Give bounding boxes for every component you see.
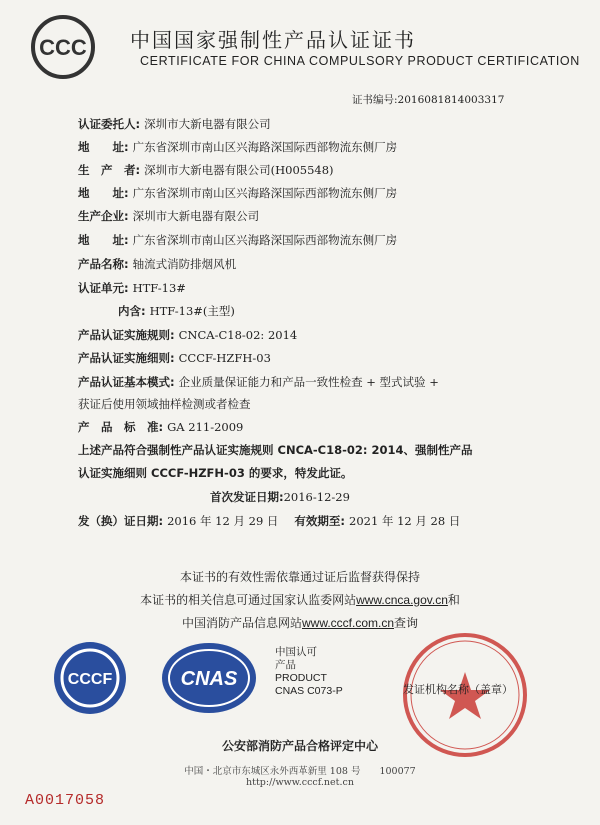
valid-value: 2021 年 12 月 28 日 <box>349 514 461 528</box>
title-cn: 中国国家强制性产品认证证书 <box>130 28 416 52</box>
issue-valid-dates <box>78 513 460 529</box>
note-text: 查询 <box>394 616 419 630</box>
field-row <box>78 374 439 390</box>
field-label: 认证单元: <box>78 281 129 295</box>
cnas-line: PRODUCT <box>275 672 327 684</box>
cert-no-label: 证书编号: <box>352 94 398 106</box>
field-value: HTF-13# <box>132 281 186 295</box>
issuer-address <box>0 763 600 788</box>
field-row <box>78 327 297 343</box>
first-issue-date <box>210 489 350 505</box>
cert-no-value: 2016081814003317 <box>397 94 505 106</box>
issuer-sign-label: 发证机构名称（盖章） <box>403 683 513 696</box>
validity-note-line-1: 本证书的有效性需依靠通过证后监督获得保持 <box>179 570 420 584</box>
field-label: 产 品 标 准: <box>78 420 164 434</box>
field-value: 轴流式消防排烟风机 <box>132 257 237 271</box>
field-row <box>78 208 259 224</box>
serial-number: A0017058 <box>25 792 106 809</box>
cnca-link[interactable]: www.cnca.gov.cn <box>356 593 448 607</box>
field-label: 产品名称: <box>78 257 129 271</box>
first-issue-label: 首次发证日期: <box>210 490 284 504</box>
field-value: CNCA-C18-02: 2014 <box>178 328 298 342</box>
field-row <box>78 116 271 132</box>
field-row <box>78 396 251 412</box>
field-row <box>78 280 186 296</box>
certificate-number <box>352 92 504 107</box>
field-label: 产品认证实施规则: <box>78 328 175 342</box>
valid-label: 有效期至: <box>294 514 346 528</box>
field-value: HTF-13#(主型) <box>149 304 235 318</box>
field-label: 生产企业: <box>78 209 129 223</box>
field-row <box>78 185 397 201</box>
validity-note-line-3 <box>0 614 600 631</box>
first-issue-value: 2016-12-29 <box>283 490 350 504</box>
issuer-website: http://www.cccf.net.cn <box>246 777 354 788</box>
field-value: CCCF-HZFH-03 <box>178 351 271 365</box>
field-value: 深圳市大新电器有限公司 <box>132 209 260 223</box>
note-text: 中国消防产品信息网站 <box>181 616 302 630</box>
field-row <box>78 162 334 178</box>
validity-note-line-2 <box>0 591 600 608</box>
note-text: 本证书的相关信息可通过国家认监委网站 <box>140 593 357 607</box>
field-label: 产品认证实施细则: <box>78 351 175 365</box>
cnas-line: CNAS C073-P <box>275 685 343 697</box>
cccf-link[interactable]: www.cccf.com.cn <box>301 616 394 630</box>
issuing-center-name: 公安部消防产品合格评定中心 <box>221 739 378 753</box>
cnas-line: 产品 <box>275 659 296 671</box>
issue-value: 2016 年 12 月 29 日 <box>167 514 279 528</box>
issue-label: 发（换）证日期: <box>78 514 164 528</box>
ccc-logo-text: CCC <box>39 35 87 60</box>
field-value: 广东省深圳市南山区兴海路深国际西部物流东侧厂房 <box>132 140 398 154</box>
cnas-logo <box>160 640 258 716</box>
ccc-logo <box>30 14 96 80</box>
statement-line-1: 上述产品符合强制性产品认证实施规则 CNCA-C18-02: 2014、强制性产品 <box>78 443 473 457</box>
title-en: CERTIFICATE FOR CHINA COMPULSORY PRODUCT CERTIFICATION <box>140 54 580 68</box>
field-label: 地 址: <box>78 140 129 154</box>
field-value: GA 211-2009 <box>167 420 244 434</box>
field-label: 生 产 者: <box>78 163 141 177</box>
cccf-logo-text: CCCF <box>67 671 113 688</box>
field-label: 内含: <box>118 304 146 318</box>
field-row <box>118 303 235 319</box>
field-value: 广东省深圳市南山区兴海路深国际西部物流东侧厂房 <box>132 186 398 200</box>
cccf-logo <box>52 640 128 716</box>
note-text: 和 <box>447 593 460 607</box>
field-row <box>78 256 236 272</box>
cnas-logo-text: CNAS <box>180 668 238 690</box>
cnas-line: 中国认可 <box>275 646 317 658</box>
field-value: 获证后使用领域抽样检测或者检查 <box>78 397 251 411</box>
field-row <box>78 419 243 435</box>
field-value: 深圳市大新电器有限公司(H005548) <box>144 163 334 177</box>
cnas-accreditation-text <box>275 646 343 698</box>
address-text: 中国・北京市东城区永外西革新里 108 号 100077 <box>184 766 416 777</box>
statement-line-2: 认证实施细则 CCCF-HZFH-03 的要求，特发此证。 <box>78 466 353 480</box>
field-label: 产品认证基本模式: <box>78 375 175 389</box>
field-value: 企业质量保证能力和产品一致性检查 + 型式试验 + <box>178 375 439 389</box>
field-row <box>78 350 271 366</box>
field-label: 认证委托人: <box>78 117 141 131</box>
field-row <box>78 139 397 155</box>
field-label: 地 址: <box>78 233 129 247</box>
field-row <box>78 232 397 248</box>
field-label: 地 址: <box>78 186 129 200</box>
field-value: 广东省深圳市南山区兴海路深国际西部物流东侧厂房 <box>132 233 398 247</box>
field-value: 深圳市大新电器有限公司 <box>144 117 271 131</box>
